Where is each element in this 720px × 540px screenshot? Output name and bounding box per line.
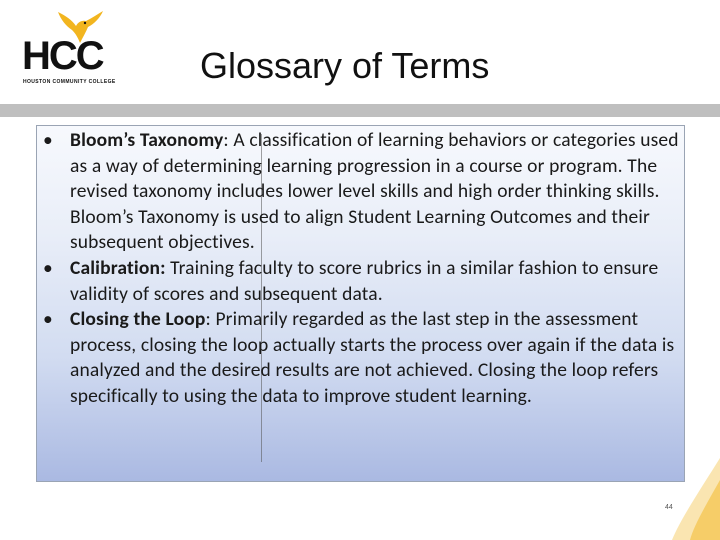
glossary-item-blooms [45,128,685,256]
definition-blooms: A classification of learning behaviors or categories used as a way of determining learning progression in a course or program. The revised taxonomy includes lower level skills and high order thinking skills. Bloom’s Taxonomy is used to align Student Learning Outcomes and their subsequent objectives. [70,128,679,255]
corner-decoration [650,450,720,540]
hcc-logo [22,10,126,84]
term-calibration: Calibration: [70,255,166,280]
logo-tagline: HOUSTON COMMUNITY COLLEGE [23,79,116,85]
definition-closing-loop: Primarily regarded as the last step in the assessment process, closing the loop actually starts the process over again if the data is analyzed and the desired results are not achieved. Closing the loop refers specifically to using the data to improve student learning. [70,307,675,408]
term-sep: : [223,128,229,152]
glossary-item-closing-loop [45,307,685,409]
logo-letters: HCC [22,34,103,78]
page-number: 44 [665,504,673,511]
page-title: Glossary of Terms [200,45,490,86]
title-divider [0,104,720,117]
term-sep: : [205,307,211,332]
definition-calibration: Training faculty to score rubrics in a similar fashion to ensure validity of scores and subsequent data. [70,255,659,306]
glossary-item-calibration [45,256,685,307]
term-closing-loop: Closing the Loop [70,307,206,332]
term-blooms: Bloom’s Taxonomy [70,128,224,152]
glossary-list [45,128,685,410]
